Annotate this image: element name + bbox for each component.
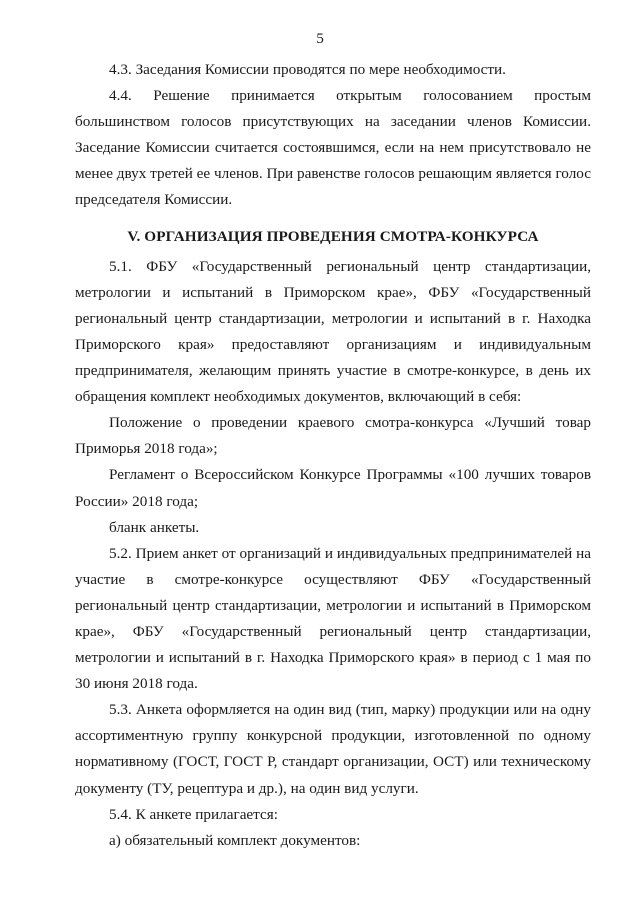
list-item-reglament: Регламент о Всероссийском Конкурсе Программы «100 лучших товаров России» 2018 года; <box>75 466 591 510</box>
list-item-blank: бланк анкеты. <box>109 518 200 536</box>
paragraph-5-3: 5.3. Анкета оформляется на один вид (тип, марку) продукции или на одну ассортиментную группу конкурсной продукции, изготовленной по одному нормативному (ГОСТ, ГОСТ Р, стандарт организации, ОСТ) или техническому документу (ТУ, рецептура и др.), на один вид услуги. <box>75 701 591 797</box>
document-body <box>75 57 591 854</box>
paragraph-4-3: 4.3. Заседания Комиссии проводятся по мере необходимости. <box>109 61 506 78</box>
paragraph-a: а) обязательный комплект документов: <box>109 831 361 849</box>
paragraph-4-4: 4.4. Решение принимается открытым голосованием простым большинством голосов присутствующих на заседании членов Комиссии. Заседание Комиссии считается состоявшимся, если на нем присутствовало не менее двух третей ее членов. При равенстве голосов решающим является голос председателя Комиссии. <box>75 87 591 209</box>
paragraph-5-4: 5.4. К анкете прилагается: <box>109 805 278 823</box>
section-heading: V. ОРГАНИЗАЦИЯ ПРОВЕДЕНИЯ СМОТРА-КОНКУРСА <box>127 227 539 245</box>
paragraph-5-2: 5.2. Прием анкет от организаций и индивидуальных предпринимателей на участие в смотре-конкурсе осуществляют ФБУ «Государственный региональный центр стандартизации, метрологии и испытаний в Приморском крае», ФБУ «Государственный региональный центр стандартизации, метрологии и испытаний в г. Находка Приморского края» в период с 1 мая по 30 июня 2018 года. <box>75 544 591 693</box>
page-number: 5 <box>316 30 324 47</box>
list-item-polozhenie: Положение о проведении краевого смотра-конкурса «Лучший товар Приморья 2018 года»; <box>75 414 591 458</box>
paragraph-5-1: 5.1. ФБУ «Государственный региональный центр стандартизации, метрологии и испытаний в Приморском крае», ФБУ «Государственный региональный центр стандартизации, метрологии и испытаний в г. Находка Приморского края» предоставляют организациям и индивидуальным предпринимателя, желающим принять участие в смотре-конкурсе, в день их обращения комплект необходимых документов, включающий в себя: <box>75 257 591 406</box>
